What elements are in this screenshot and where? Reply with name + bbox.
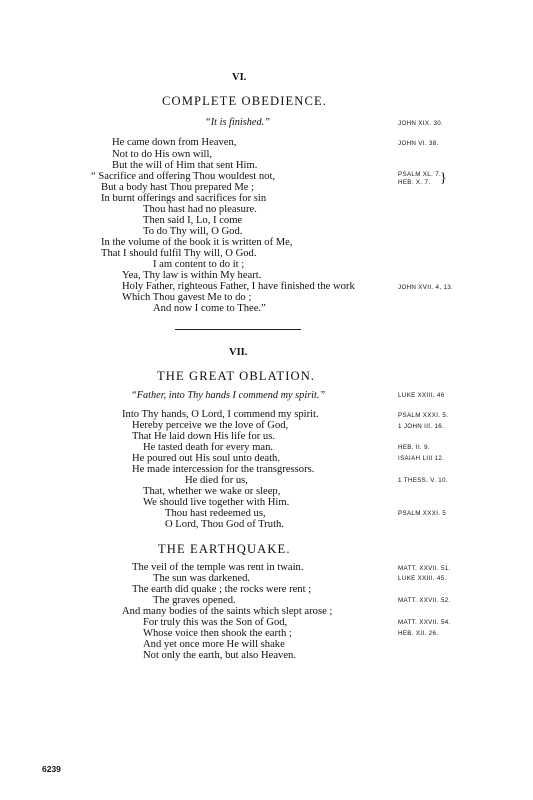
verse-line: That, whether we wake or sleep, — [143, 486, 281, 497]
page-number: 6239 — [42, 764, 61, 774]
verse-line: O Lord, Thou God of Truth. — [165, 519, 284, 530]
verse-line: That I should fulfil Thy will, O God. — [101, 248, 257, 259]
verse-line: That He laid down His life for us. — [132, 431, 275, 442]
verse-line: And yet once more He will shake — [143, 639, 285, 650]
verse-line: Then said I, Lo, I come — [143, 215, 243, 226]
scripture-ref: HEB. X. 7. — [398, 179, 431, 186]
scripture-ref: MATT. XXVII. 54. — [398, 619, 451, 626]
verse-line: But the will of Him that sent Him. — [112, 160, 258, 171]
scripture-ref: JOHN VI. 38. — [398, 140, 439, 147]
verse-line: Yea, Thy law is within My heart. — [122, 270, 262, 281]
verse-line: And many bodies of the saints which slept arose ; — [122, 606, 333, 617]
verse-line: The graves opened. — [153, 595, 236, 606]
verse-line: He made intercession for the transgressors. — [132, 464, 315, 475]
scripture-ref: JOHN XVII. 4, 13. — [398, 284, 454, 291]
scripture-ref: ISAIAH LIII 12. — [398, 455, 445, 462]
verse-line: Into Thy hands, O Lord, I commend my spirit. — [122, 409, 319, 420]
scripture-ref: HEB. XII. 26. — [398, 630, 439, 637]
scripture-ref: MATT. XXVII. 52. — [398, 597, 451, 604]
scripture-ref: 1 THESS. V. 10. — [398, 477, 448, 484]
section-vii-epigraph-ref: LUKE XXIII. 46 — [398, 392, 445, 399]
section-vi-number: VI. — [232, 72, 247, 83]
section-vii-epigraph: “Father, into Thy hands I commend my spirit.” — [131, 390, 326, 401]
section-vii-number: VII. — [229, 347, 248, 358]
verse-line: I am content to do it ; — [153, 259, 245, 270]
scripture-ref: LUKE XXIII. 45. — [398, 575, 447, 582]
verse-line: The earth did quake ; the rocks were rent ; — [132, 584, 312, 595]
verse-line: The sun was darkened. — [153, 573, 251, 584]
verse-line: Which Thou gavest Me to do ; — [122, 292, 252, 303]
section-vi-epigraph: “It is finished.” — [205, 117, 270, 128]
section-earthquake-title: THE EARTHQUAKE. — [158, 542, 291, 556]
verse-line: “ Sacrifice and offering Thou wouldest not, — [91, 171, 276, 182]
verse-line: Thou hast redeemed us, — [165, 508, 266, 519]
scripture-ref: PSALM XL. 7. — [398, 171, 442, 178]
verse-line: But a body hast Thou prepared Me ; — [101, 182, 255, 193]
verse-line: Thou hast had no pleasure. — [143, 204, 257, 215]
section-divider — [175, 329, 301, 330]
scripture-ref: MATT. XXVII. 51. — [398, 565, 451, 572]
verse-line: In burnt offerings and sacrifices for sin — [101, 193, 267, 204]
verse-line: Whose voice then shook the earth ; — [143, 628, 292, 639]
verse-line: He tasted death for every man. — [143, 442, 274, 453]
section-vi-epigraph-ref: JOHN XIX. 30. — [398, 120, 444, 127]
verse-line: And now I come to Thee.” — [153, 303, 266, 314]
verse-line: He died for us, — [185, 475, 248, 486]
scripture-ref: 1 JOHN III. 16. — [398, 423, 445, 430]
verse-line: He came down from Heaven, — [112, 137, 237, 148]
verse-line: Hereby perceive we the love of God, — [132, 420, 289, 431]
verse-line: In the volume of the book it is written of Me, — [101, 237, 293, 248]
verse-line: To do Thy will, O God. — [143, 226, 243, 237]
section-vi-title: COMPLETE OBEDIENCE. — [162, 94, 328, 108]
section-vii-title: THE GREAT OBLATION. — [157, 369, 316, 383]
brace-icon: } — [440, 171, 447, 186]
scripture-ref: PSALM XXXI. 5 — [398, 510, 447, 517]
verse-line: For truly this was the Son of God, — [143, 617, 288, 628]
verse-line: We should live together with Him. — [143, 497, 290, 508]
scripture-ref: PSALM XXXI. 5. — [398, 412, 449, 419]
verse-line: Not to do His own will, — [112, 149, 213, 160]
verse-line: The veil of the temple was rent in twain. — [132, 562, 304, 573]
verse-line: He poured out His soul unto death. — [132, 453, 280, 464]
scripture-ref: HEB. II. 9. — [398, 444, 431, 451]
verse-line: Not only the earth, but also Heaven. — [143, 650, 296, 661]
verse-line: Holy Father, righteous Father, I have finished the work — [122, 281, 355, 292]
